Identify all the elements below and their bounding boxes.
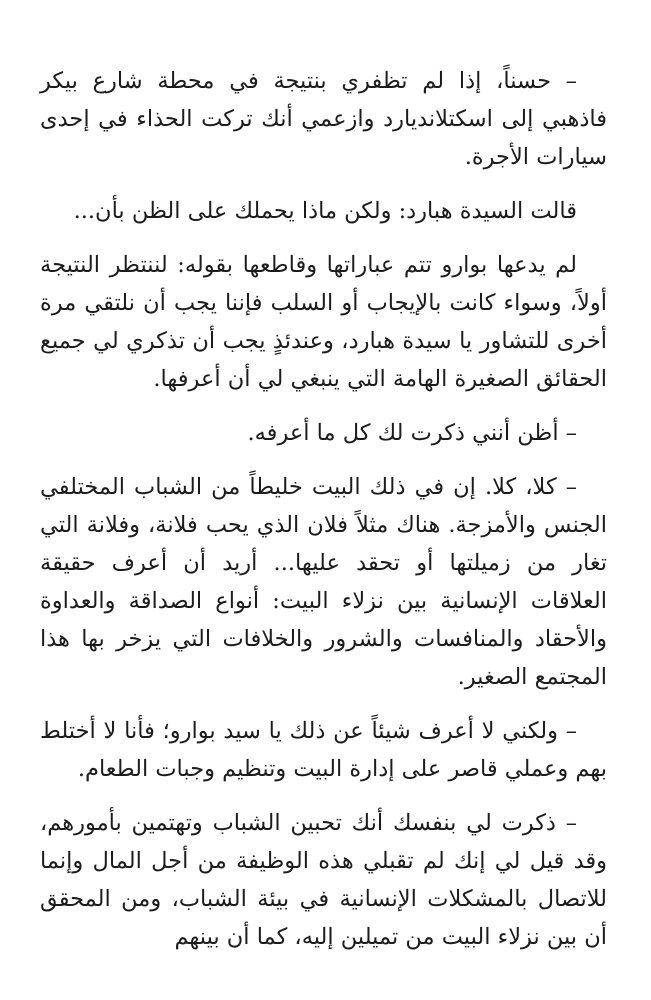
paragraph-4: – أظن أنني ذكرت لك كل ما أعرفه. xyxy=(247,420,577,446)
paragraph-6: – ولكني لا أعرف شيئاً عن ذلك يا سيد بوارو؛ فأنا لا أختلط بهم وعملي قاصر على إدارة البيت وتنظيم وجبات الطعام. xyxy=(40,718,607,782)
paragraph-3: لم يدعها بوارو تتم عباراتها وقاطعها بقوله: لننتظر النتيجة أولاً، وسواء كانت بالإيجاب أو السلب فإننا يجب أن نلتقي مرة أخرى للتشاور يا سيدة هبارد، وعندئذٍ يجب أن تذكري لي جميع الحقائق الصغيرة الهامة التي ينبغي لي أن أعرفها. xyxy=(40,252,607,392)
paragraph-1: – حسناً، إذا لم تظفري بنتيجة في محطة شارع بيكر فاذهبي إلى اسكتلانديارد وازعمي أنك تركت الحذاء في إحدى سيارات الأجرة. xyxy=(40,68,607,170)
paragraph-2: قالت السيدة هبارد: ولكن ماذا يحملك على الظن بأن... xyxy=(73,198,577,224)
paragraph-5: – كلا، كلا. إن في ذلك البيت خليطاً من الشباب المختلفي الجنس والأمزجة. هناك مثلاً فلان الذي يحب فلانة، وفلانة التي تغار من زميلتها أو تحقد عليها... أريد أن أعرف حقيقة العلاقات الإنسانية بين نزلاء البيت: أنواع الصداقة والعداوة والأحقاد والمنافسات والشرور والخلافات التي يزخر بها هذا المجتمع الصغير. xyxy=(40,474,607,690)
paragraph-7: – ذكرت لي بنفسك أنك تحبين الشباب وتهتمين بأمورهم، وقد قيل لي إنك لم تقبلي هذه الوظيفة من أجل المال وإنما للاتصال بالمشكلات الإنسانية في بيئة الشباب، ومن المحقق أن بين نزلاء البيت من تميلين إليه، كما أن بينهم xyxy=(40,810,608,950)
